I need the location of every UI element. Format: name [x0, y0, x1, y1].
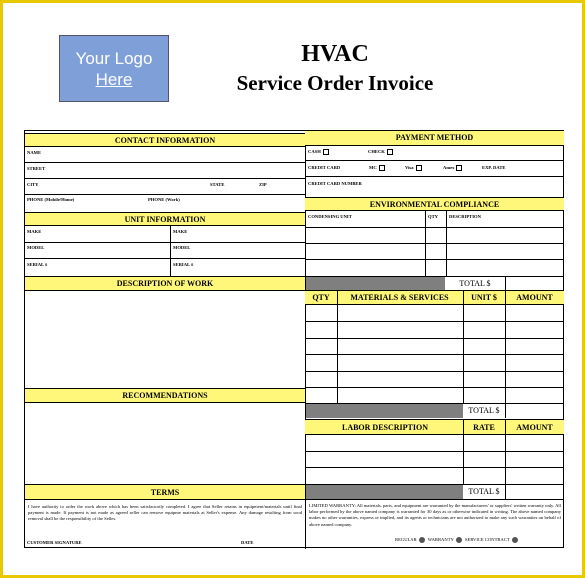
- work-header: DESCRIPTION OF WORK: [25, 276, 305, 291]
- rule: [305, 467, 564, 468]
- service-contract-label: SERVICE CONTRACT: [464, 537, 510, 543]
- city-label: CITY: [27, 182, 39, 187]
- check-option[interactable]: [368, 149, 393, 155]
- rule: [305, 321, 564, 322]
- street-label: STREET: [27, 166, 46, 171]
- rule: [305, 371, 564, 372]
- cash-label: CASH: [308, 149, 321, 155]
- rule: [305, 259, 564, 260]
- visa-option[interactable]: [405, 165, 422, 171]
- rule: [305, 176, 564, 177]
- mc-checkbox[interactable]: [379, 165, 385, 171]
- warranty-label: WARRANTY: [427, 537, 454, 543]
- total-spacer-2: [306, 404, 463, 418]
- cc-number-label: CREDIT CARD NUMBER: [308, 181, 362, 186]
- date-label: DATE: [241, 540, 254, 545]
- customer-signature-label: CUSTOMER SIGNATURE: [27, 540, 82, 545]
- make-label-1: MAKE: [27, 229, 42, 234]
- regular-label: REGULAR: [395, 537, 417, 543]
- materials-unit-header: UNIT $: [471, 293, 497, 302]
- materials-total-label: TOTAL $: [468, 406, 500, 415]
- rule: [25, 178, 305, 179]
- serial-label-1: SERIAL #: [27, 262, 48, 267]
- regular-radio[interactable]: [419, 537, 425, 543]
- payment-header: PAYMENT METHOD: [305, 131, 564, 146]
- labor-rate-header: RATE: [473, 423, 495, 432]
- amex-checkbox[interactable]: [456, 165, 462, 171]
- document-title: HVAC: [301, 41, 369, 67]
- rule: [505, 276, 506, 290]
- labor-header-row: [305, 419, 564, 435]
- rule: [305, 243, 564, 244]
- materials-items-header: MATERIALS & SERVICES: [350, 293, 449, 302]
- rule: [305, 354, 564, 355]
- rule: [305, 387, 564, 388]
- state-label: STATE: [210, 182, 225, 187]
- cash-option[interactable]: [308, 149, 329, 155]
- amex-option[interactable]: [443, 165, 462, 171]
- credit-card-label: CREDIT CARD: [308, 165, 341, 170]
- visa-checkbox[interactable]: [416, 165, 422, 171]
- materials-header-row: [305, 290, 564, 305]
- rule: [305, 451, 564, 452]
- rule: [305, 160, 564, 161]
- exp-date-label: EXP. DATE: [482, 165, 506, 170]
- model-label-1: MODEL: [27, 245, 45, 250]
- rule: [305, 227, 564, 228]
- service-contract-radio[interactable]: [512, 537, 518, 543]
- phone-mobile-label: PHONE (Mobile/Home): [27, 197, 75, 202]
- rule: [25, 242, 305, 243]
- terms-header: TERMS: [25, 484, 305, 500]
- mc-label: MC: [369, 165, 377, 171]
- mc-option[interactable]: [369, 165, 385, 171]
- unit-header: UNIT INFORMATION: [25, 212, 305, 226]
- contact-header: CONTACT INFORMATION: [25, 133, 305, 147]
- labor-desc-header: LABOR DESCRIPTION: [341, 423, 428, 432]
- name-label: NAME: [27, 150, 42, 155]
- condensing-unit-label: CONDENSING UNIT: [308, 214, 352, 219]
- warranty-options: [395, 537, 520, 543]
- labor-total-label: TOTAL $: [468, 487, 500, 496]
- work-total-label: TOTAL $: [459, 279, 491, 288]
- rule: [25, 162, 305, 163]
- rule: [25, 258, 305, 259]
- terms-text: I have authority to order the work above which has been satisfactorily completed. I agree that Seller retains in equipment/materials until final payment is made. If payment is not made as agreed seller can remove equipme materials at Seller's expense. Any damage resulting from sood removal shall be the responsibility of the Selles.: [28, 504, 302, 522]
- invoice-form: [24, 130, 564, 548]
- rule: [170, 226, 171, 276]
- warranty-radio[interactable]: [456, 537, 462, 543]
- logo-placeholder: [59, 35, 169, 102]
- warranty-text: LIMITED WARRANTY: All materials, parts, and equipment are warranted by the manufacturers' or suppliers' written warranty only. All labor performed by the above named company is warranted for 30 days as or otherwise indicated in writing. The above named company makes no other warranties, express or implied, and its agents or technicians are not authorized to make any such warranties on behalf of above named company.: [309, 503, 561, 527]
- recommendations-header: RECOMMENDATIONS: [25, 388, 305, 403]
- amex-label: Amex: [443, 165, 455, 171]
- rule: [25, 194, 305, 195]
- rule: [305, 499, 564, 500]
- visa-label: Visa: [405, 165, 414, 171]
- rule: [505, 484, 506, 499]
- total-spacer-1: [306, 277, 445, 290]
- rule: [305, 338, 564, 339]
- materials-qty-header: QTY: [312, 293, 330, 302]
- cash-checkbox[interactable]: [323, 149, 329, 155]
- rule: [505, 403, 506, 418]
- check-label: CHECK: [368, 149, 385, 155]
- total-spacer-3: [306, 485, 463, 499]
- materials-amount-header: AMOUNT: [516, 293, 553, 302]
- env-qty-label: QTY: [428, 214, 438, 219]
- document-subtitle: Service Order Invoice: [236, 71, 434, 95]
- check-checkbox[interactable]: [387, 149, 393, 155]
- make-label-2: MAKE: [173, 229, 188, 234]
- phone-work-label: PHONE (Work): [148, 197, 180, 202]
- serial-label-2: SERIAL #: [173, 262, 194, 267]
- zip-label: ZIP: [259, 182, 267, 187]
- logo-line1: Your Logo: [75, 49, 153, 68]
- model-label-2: MODEL: [173, 245, 191, 250]
- logo-line2: Here: [95, 70, 133, 89]
- environmental-header: ENVIRONMENTAL COMPLIANCE: [305, 197, 564, 211]
- env-description-label: DESCRIPTION: [449, 214, 481, 219]
- labor-amount-header: AMOUNT: [516, 423, 553, 432]
